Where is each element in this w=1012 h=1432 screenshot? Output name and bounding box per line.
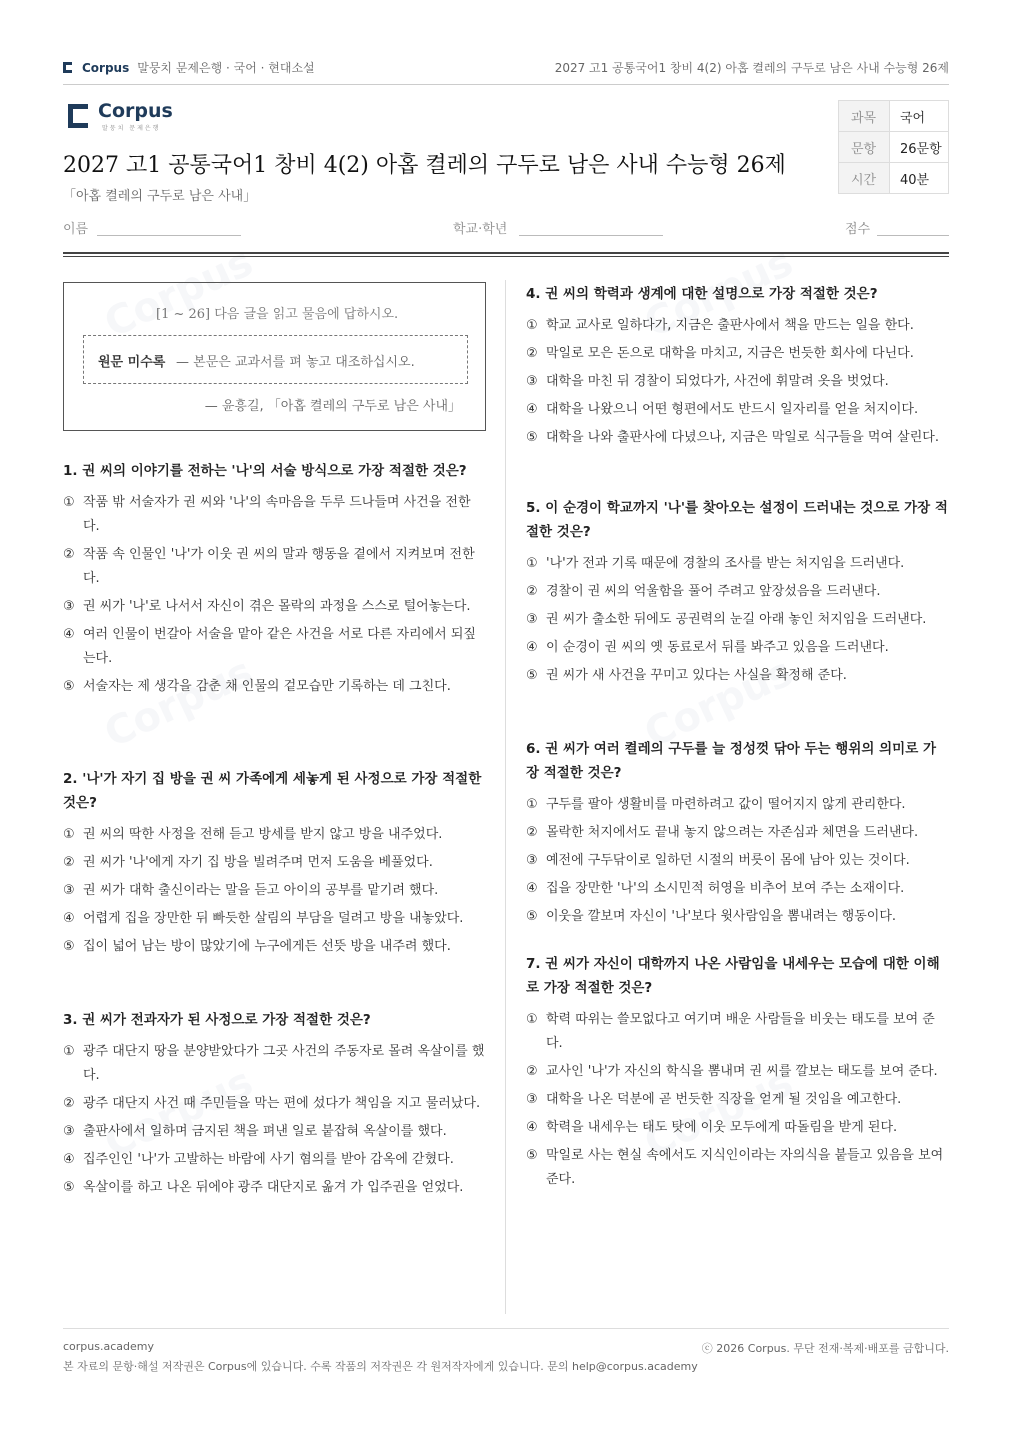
option-text: 경찰이 권 씨의 억울함을 풀어 주려고 앞장섰음을 드러낸다.: [546, 584, 881, 599]
option-text: 이 순경이 권 씨의 옛 동료로서 뒤를 봐주고 있음을 드러낸다.: [546, 640, 889, 655]
option-text: 권 씨가 출소한 뒤에도 공권력의 눈길 아래 놓인 처지임을 드러낸다.: [546, 612, 927, 627]
option-text: 몰락한 처지에서도 끝내 놓지 않으려는 자존심과 체면을 드러낸다.: [546, 825, 919, 840]
question-stem: 7. 권 씨가 자신이 대학까지 나온 사람임을 내세우는 모습에 대한 이해로 가장 적절한 것은?: [526, 956, 940, 996]
footer-site: corpus.academy: [63, 1340, 154, 1353]
score-field[interactable]: [877, 235, 949, 236]
score-label: 점수: [845, 222, 871, 237]
option-number: ⑤: [63, 939, 75, 954]
option-text: 어렵게 집을 장만한 뒤 빠듯한 살림의 부담을 덜려고 방을 내놓았다.: [83, 911, 464, 926]
option-text: 막일로 모은 돈으로 대학을 마치고, 지금은 번듯한 회사에 다닌다.: [546, 346, 914, 361]
answer-option[interactable]: [526, 1088, 949, 1112]
answer-option[interactable]: [526, 636, 949, 660]
notice-box: [83, 335, 468, 384]
option-text: 예전에 구두닦이로 일하던 시절의 버릇이 몸에 남아 있는 것이다.: [546, 853, 910, 868]
answer-option[interactable]: [63, 823, 486, 847]
question-6: [526, 737, 949, 933]
answer-option[interactable]: [63, 1148, 486, 1172]
info-value: 40분: [890, 163, 949, 194]
option-text: 여러 인물이 번갈아 서술을 맡아 같은 사건을 서로 다른 자리에서 되짚는다.: [83, 627, 476, 666]
question-2: [63, 767, 486, 963]
info-row: [839, 101, 949, 132]
question-stem: 3. 권 씨가 전과자가 된 사정으로 가장 적절한 것은?: [63, 1012, 371, 1028]
name-field[interactable]: [97, 235, 241, 236]
option-number: ②: [63, 1096, 75, 1111]
option-number: ②: [63, 547, 75, 562]
question-3: [63, 1008, 486, 1204]
option-number: ③: [526, 612, 538, 627]
option-number: ③: [526, 374, 538, 389]
answer-option[interactable]: [526, 1144, 949, 1192]
option-text: 광주 대단지 사건 때 주민들을 막는 편에 섰다가 책임을 지고 물러났다.: [83, 1096, 481, 1111]
option-text: 권 씨가 '나'로 나서서 자신이 겪은 몰락의 과정을 스스로 털어놓는다.: [83, 599, 471, 614]
option-number: ②: [63, 855, 75, 870]
answer-option[interactable]: [63, 1092, 486, 1116]
option-number: ②: [526, 584, 538, 599]
passage-citation: — 윤흥길, 「아홉 켤레의 구두로 남은 사내」: [204, 399, 461, 414]
option-text: 대학을 나온 덕분에 곧 번듯한 직장을 얻게 될 것임을 예고한다.: [546, 1092, 902, 1107]
option-number: ①: [526, 797, 538, 812]
answer-option[interactable]: [526, 821, 949, 845]
option-number: ④: [63, 1152, 75, 1167]
answer-option[interactable]: [63, 907, 486, 931]
page-subtitle: 「아홉 켤레의 구두로 남은 사내」: [63, 189, 257, 204]
option-number: ⑤: [526, 909, 538, 924]
option-number: ①: [63, 495, 75, 510]
option-text: 학교 교사로 일하다가, 지금은 출판사에서 책을 만드는 일을 한다.: [546, 318, 914, 333]
option-number: ⑤: [526, 1148, 538, 1163]
answer-option[interactable]: [526, 664, 949, 688]
option-number: ②: [526, 825, 538, 840]
answer-option[interactable]: [63, 1040, 486, 1088]
option-text: 학력을 내세우는 태도 탓에 이웃 모두에게 따돌림을 받게 된다.: [546, 1120, 898, 1135]
answer-option[interactable]: [526, 793, 949, 817]
answer-option[interactable]: [526, 1116, 949, 1140]
option-number: ③: [526, 853, 538, 868]
option-number: ②: [526, 1064, 538, 1079]
question-7: [526, 952, 949, 1196]
option-text: 광주 대단지 땅을 분양받았다가 그곳 사건의 주동자로 몰려 옥살이를 했다.: [83, 1044, 485, 1083]
option-text: 이웃을 깔보며 자신이 '나'보다 윗사람임을 뽐내려는 행동이다.: [546, 909, 897, 924]
divider: [63, 84, 949, 85]
answer-option[interactable]: [63, 1176, 486, 1200]
page-title: 2027 고1 공통국어1 창비 4(2) 아홉 켤레의 구두로 남은 사내 수능형 26제: [63, 153, 786, 178]
option-number: ④: [526, 1120, 538, 1135]
option-number: ③: [63, 1124, 75, 1139]
answer-option[interactable]: [63, 935, 486, 959]
footer-notice: 본 자료의 문항·해설 저작권은 Corpus에 있습니다. 수록 작품의 저작권은 각 원저작자에게 있습니다. 문의 help@corpus.academy: [63, 1360, 698, 1373]
school-label: 학교·학년: [453, 222, 508, 237]
corpus-logo-icon: [68, 104, 88, 128]
top-bar: [63, 58, 949, 78]
answer-option[interactable]: [526, 370, 949, 394]
answer-option[interactable]: [526, 905, 949, 929]
option-text: 대학을 나왔으니 어떤 형편에서도 반드시 일자리를 얻을 처지이다.: [546, 402, 919, 417]
option-text: 집주인인 '나'가 고발하는 바람에 사기 혐의를 받아 감옥에 갇혔다.: [83, 1152, 454, 1167]
option-number: ④: [526, 402, 538, 417]
divider: [63, 256, 949, 257]
answer-option[interactable]: [526, 1008, 949, 1056]
option-number: ①: [526, 318, 538, 333]
logo-word: Corpus: [98, 100, 173, 122]
info-table: [838, 100, 949, 194]
option-number: ④: [63, 627, 75, 642]
question-stem: 6. 권 씨가 여러 켤레의 구두를 늘 정성껏 닦아 두는 행위의 의미로 가장 적절한 것은?: [526, 741, 936, 781]
brand-name: Corpus: [82, 60, 130, 75]
answer-option[interactable]: [63, 879, 486, 903]
option-text: 교사인 '나'가 자신의 학식을 뽐내며 권 씨를 깔보는 태도를 보여 준다.: [546, 1064, 938, 1079]
question-5: [526, 496, 949, 692]
name-label: 이름: [63, 222, 89, 237]
notice-text: — 본문은 교과서를 펴 놓고 대조하십시오.: [176, 355, 415, 370]
option-number: ③: [526, 1092, 538, 1107]
option-number: ⑤: [63, 1180, 75, 1195]
option-number: ⑤: [526, 430, 538, 445]
answer-option[interactable]: [63, 623, 486, 671]
answer-option[interactable]: [63, 595, 486, 619]
option-number: ④: [63, 911, 75, 926]
notice-label: 원문 미수록: [98, 355, 166, 370]
answer-option[interactable]: [63, 675, 486, 699]
answer-option[interactable]: [526, 877, 949, 901]
option-text: 권 씨가 대학 출신이라는 말을 듣고 아이의 공부를 맡기려 했다.: [83, 883, 439, 898]
answer-option[interactable]: [63, 543, 486, 591]
option-text: 학력 따위는 쓸모없다고 여기며 배운 사람들을 비웃는 태도를 보여 준다.: [546, 1012, 935, 1051]
student-fields: [63, 218, 949, 240]
info-key: 시간: [839, 163, 890, 194]
logo-sub: 말뭉치 문제은행: [102, 125, 161, 132]
corpus-logo-icon: [63, 62, 72, 73]
option-text: 권 씨가 새 사건을 꾸미고 있다는 사실을 확정해 준다.: [546, 668, 847, 683]
answer-option[interactable]: [526, 314, 949, 338]
option-number: ④: [526, 881, 538, 896]
option-text: 작품 속 인물인 '나'가 이웃 권 씨의 말과 행동을 곁에서 지켜보며 전한다.: [83, 547, 475, 586]
option-number: ③: [63, 883, 75, 898]
answer-option[interactable]: [526, 1060, 949, 1084]
divider: [63, 252, 949, 254]
option-text: '나'가 전과 기록 때문에 경찰의 조사를 받는 처지임을 드러낸다.: [546, 556, 905, 571]
topbar-brand: [63, 59, 315, 76]
option-number: ①: [526, 556, 538, 571]
question-stem: 1. 권 씨의 이야기를 전하는 '나'의 서술 방식으로 가장 적절한 것은?: [63, 463, 467, 479]
answer-option[interactable]: [63, 1120, 486, 1144]
info-key: 과목: [839, 101, 890, 132]
option-text: 작품 밖 서술자가 권 씨와 '나'의 속마음을 두루 드나들며 사건을 전한다.: [83, 495, 471, 534]
option-number: ①: [63, 1044, 75, 1059]
passage-instruction: [1 ~ 26] 다음 글을 읽고 물음에 답하시오.: [156, 307, 399, 322]
option-text: 집을 장만한 '나'의 소시민적 허영을 비추어 보여 주는 소재이다.: [546, 881, 905, 896]
answer-option[interactable]: [526, 426, 949, 450]
option-number: ⑤: [526, 668, 538, 683]
option-text: 구두를 팔아 생활비를 마련하려고 값이 떨어지지 않게 관리한다.: [546, 797, 906, 812]
answer-option[interactable]: [526, 608, 949, 632]
info-row: [839, 163, 949, 194]
question-stem: 4. 권 씨의 학력과 생계에 대한 설명으로 가장 적절한 것은?: [526, 286, 878, 302]
option-text: 집이 넓어 남는 방이 많았기에 누구에게든 선뜻 방을 내주려 했다.: [83, 939, 451, 954]
school-field[interactable]: [519, 235, 663, 236]
option-text: 권 씨가 '나'에게 자기 집 방을 빌려주며 먼저 도움을 베풀었다.: [83, 855, 433, 870]
option-text: 막일로 사는 현실 속에서도 지식인이라는 자의식을 붙들고 있음을 보여 준다.: [546, 1148, 944, 1187]
question-stem: 2. '나'가 자기 집 방을 권 씨 가족에게 세놓게 된 사정으로 가장 적절한 것은?: [63, 771, 482, 811]
info-value: 26문항: [890, 132, 949, 163]
option-text: 대학을 나와 출판사에 다녔으나, 지금은 막일로 식구들을 먹여 살린다.: [546, 430, 939, 445]
answer-option[interactable]: [63, 851, 486, 875]
passage-box: [63, 282, 486, 431]
option-text: 권 씨의 딱한 사정을 전해 듣고 방세를 받지 않고 방을 내주었다.: [83, 827, 443, 842]
option-number: ③: [63, 599, 75, 614]
question-stem: 5. 이 순경이 학교까지 '나'를 찾아오는 설정이 드러내는 것으로 가장 적절한 것은?: [526, 500, 948, 540]
info-row: [839, 132, 949, 163]
info-value: 국어: [890, 101, 949, 132]
answer-option[interactable]: [526, 398, 949, 422]
footer-divider: [63, 1328, 949, 1329]
topbar-doc-title: 2027 고1 공통국어1 창비 4(2) 아홉 켤레의 구두로 남은 사내 수능형 26제: [554, 61, 949, 75]
option-text: 출판사에서 일하며 금지된 책을 펴낸 일로 붙잡혀 옥살이를 했다.: [83, 1124, 447, 1139]
answer-option[interactable]: [526, 849, 949, 873]
question-4: [526, 282, 949, 454]
info-key: 문항: [839, 132, 890, 163]
answer-option[interactable]: [526, 342, 949, 366]
option-number: ①: [526, 1012, 538, 1027]
column-divider: [505, 280, 506, 1314]
option-text: 서술자는 제 생각을 감춘 채 인물의 겉모습만 기록하는 데 그친다.: [83, 679, 451, 694]
answer-option[interactable]: [63, 491, 486, 539]
answer-option[interactable]: [526, 552, 949, 576]
question-1: [63, 459, 486, 703]
option-number: ④: [526, 640, 538, 655]
option-text: 대학을 마친 뒤 경찰이 되었다가, 사건에 휘말려 옷을 벗었다.: [546, 374, 889, 389]
option-number: ①: [63, 827, 75, 842]
breadcrumb: 말뭉치 문제은행 · 국어 · 현대소설: [137, 61, 315, 75]
corpus-logo: [68, 100, 188, 132]
option-text: 옥살이를 하고 나온 뒤에야 광주 대단지로 옮겨 가 입주권을 얻었다.: [83, 1180, 464, 1195]
answer-option[interactable]: [526, 580, 949, 604]
option-number: ⑤: [63, 679, 75, 694]
option-number: ②: [526, 346, 538, 361]
footer-copyright: ⓒ 2026 Corpus. 무단 전재·복제·배포를 금합니다.: [701, 1342, 949, 1355]
